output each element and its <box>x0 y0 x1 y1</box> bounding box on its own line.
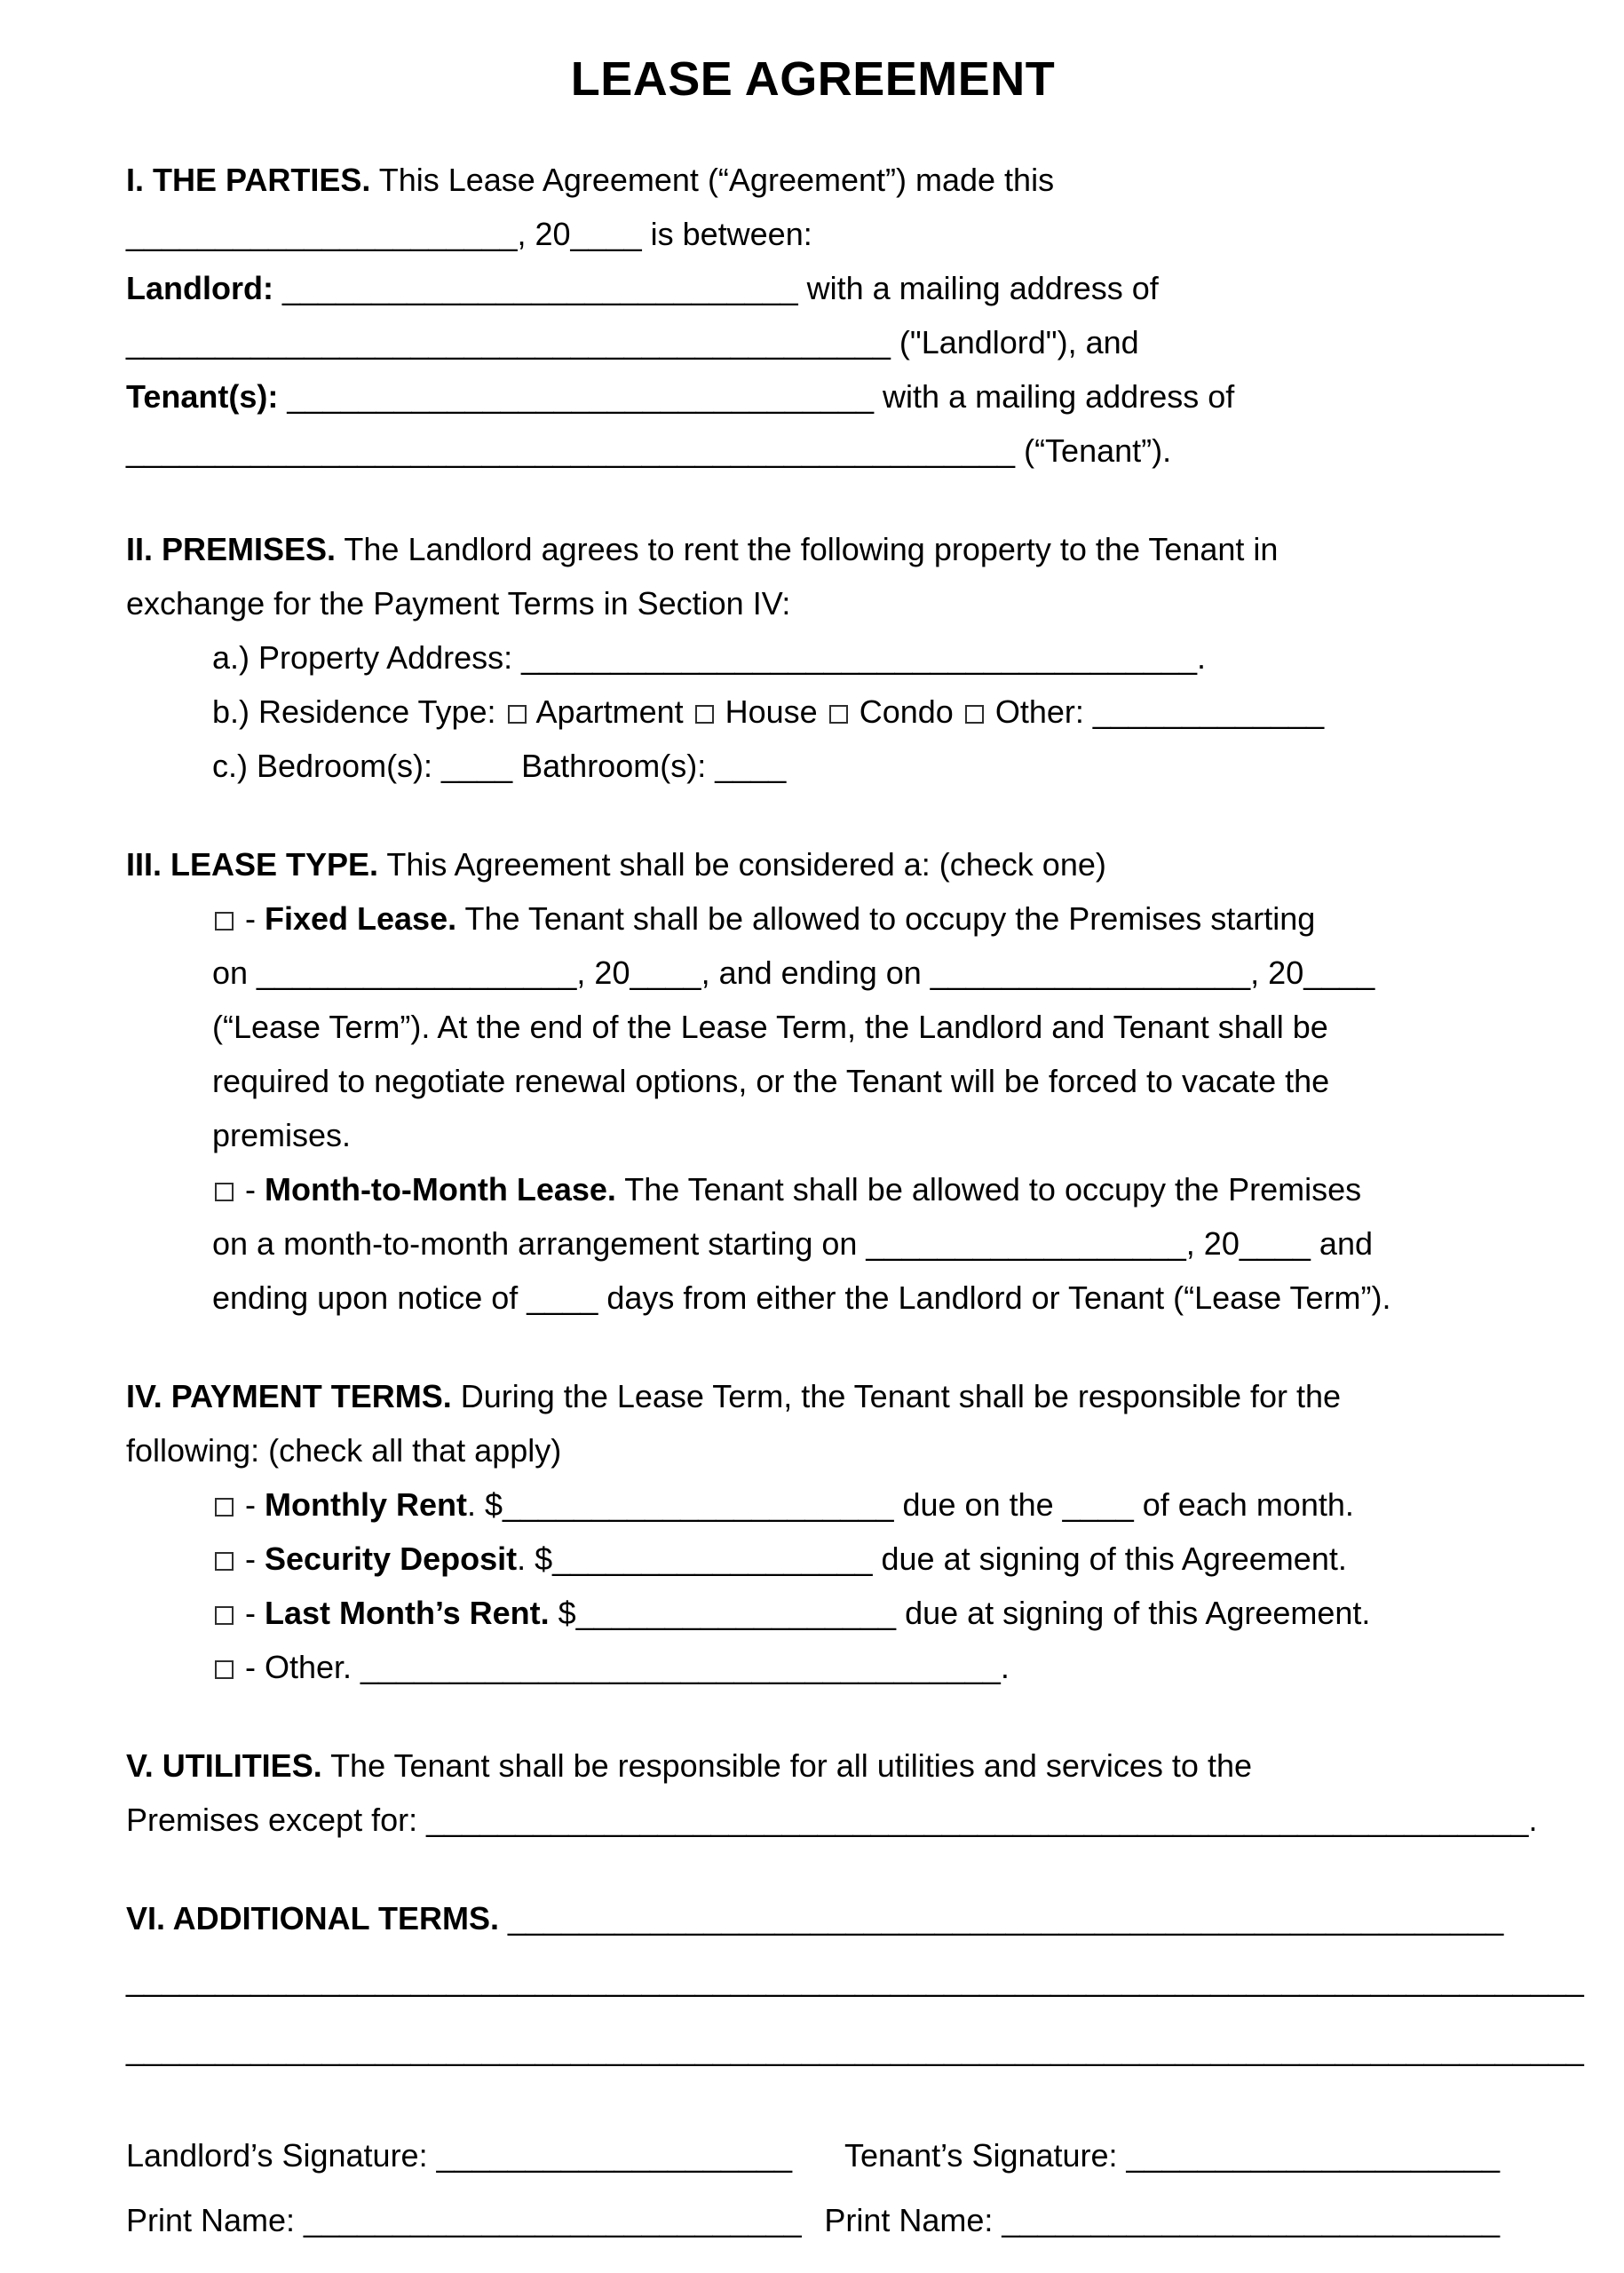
month-to-month-option <box>126 1162 1500 1216</box>
security-deposit-item <box>126 1532 1500 1586</box>
payment-line-1 <box>126 1369 1500 1423</box>
last-months-rent-item <box>126 1586 1500 1640</box>
monthly-rent-fill-line: . $______________________ due on the ____ of each month. <box>466 1486 1354 1523</box>
dash-separator: - <box>236 1171 265 1208</box>
section-additional-terms <box>126 1891 1584 2084</box>
security-deposit-fill-line: . $__________________ due at signing of this Agreement. <box>517 1540 1347 1577</box>
residence-other-fill-line: Other: _____________ <box>986 693 1325 730</box>
text-run: exchange for the Payment Terms in Section IV: <box>126 585 791 622</box>
text-run: following: (check all that apply) <box>126 1432 562 1469</box>
condo-checkbox[interactable] <box>829 705 848 724</box>
text-run: This Agreement shall be considered a: (check one) <box>378 846 1106 883</box>
print-name-row <box>126 2193 1500 2247</box>
section-payment-heading: IV. PAYMENT TERMS. <box>126 1378 452 1414</box>
section-payment-terms <box>126 1369 1500 1694</box>
dash-separator: - <box>236 1486 265 1523</box>
last-months-rent-fill-line: $__________________ due at signing of this Agreement. <box>549 1595 1371 1631</box>
tenant-print-name-line <box>824 2193 1500 2247</box>
payment-other-item <box>126 1640 1500 1694</box>
utilities-line-1 <box>126 1738 1500 1793</box>
text-run: Premises except for: ______________________________________________________________. <box>126 1802 1538 1838</box>
additional-terms-line-3 <box>126 2015 1584 2084</box>
premises-line-2 <box>126 576 1500 630</box>
section-premises-heading: II. PREMISES. <box>126 531 337 567</box>
tenant-label: Tenant(s): <box>126 378 279 415</box>
fixed-lease-line-5 <box>126 1108 1500 1162</box>
parties-line-1 <box>126 153 1500 207</box>
dash-separator: - <box>236 900 265 937</box>
dash-separator: - <box>236 1595 265 1631</box>
month-to-month-dates-fill-line <box>126 1216 1500 1271</box>
lease-agreement-document <box>126 50 1584 2247</box>
fixed-lease-option <box>126 891 1500 946</box>
bedroom-bathroom-fill-line: c.) Bedroom(s): ____ Bathroom(s): ____ <box>212 748 787 784</box>
fixed-lease-line-4 <box>126 1054 1500 1108</box>
monthly-rent-item <box>126 1477 1500 1532</box>
fixed-lease-line-3 <box>126 1000 1500 1054</box>
month-to-month-label: Month-to-Month Lease. <box>265 1171 616 1208</box>
landlord-signature-line <box>126 2128 844 2182</box>
text-run: on a month-to-month arrangement starting on __________________, 20____ and <box>212 1225 1373 1262</box>
payment-other-fill-line: - Other. ____________________________________. <box>236 1649 1010 1685</box>
security-deposit-label: Security Deposit <box>265 1540 518 1577</box>
text-run: The Tenant shall be allowed to occupy the Premises starting <box>456 900 1316 937</box>
property-address-item <box>126 630 1500 685</box>
text-run: The Tenant shall be responsible for all utilities and services to the <box>321 1747 1252 1784</box>
additional-terms-line-1 <box>126 1891 1504 1945</box>
text-run: required to negotiate renewal options, or the Tenant will be forced to vacate the <box>212 1063 1330 1099</box>
text-run: ending upon notice of ____ days from either the Landlord or Tenant (“Lease Term”). <box>212 1279 1391 1316</box>
dash-separator: - <box>236 1540 265 1577</box>
text-run: premises. <box>212 1117 352 1153</box>
tenant-name-fill-line: _________________________________ with a mailing address of <box>278 378 1235 415</box>
last-months-rent-label: Last Month’s Rent. <box>265 1595 550 1631</box>
parties-line-4 <box>126 315 1500 369</box>
utilities-exceptions-fill-line <box>126 1793 1538 1847</box>
additional-terms-fill-line: ________________________________________________________ <box>499 1900 1504 1936</box>
last-months-rent-checkbox[interactable] <box>215 1606 234 1625</box>
signature-section <box>126 2128 1500 2247</box>
text-run: on __________________, 20____, and ending on __________________, 20____ <box>212 954 1375 991</box>
tenant-signature-fill-line: Tenant’s Signature: _____________________ <box>844 2137 1500 2174</box>
month-to-month-line-3 <box>126 1271 1500 1325</box>
parties-line-2 <box>126 207 1500 261</box>
parties-line-5 <box>126 369 1500 424</box>
text-run: This Lease Agreement (“Agreement”) made this <box>370 162 1055 198</box>
residence-type-item <box>126 685 1500 739</box>
section-parties-heading: I. THE PARTIES. <box>126 162 371 198</box>
premises-line-1 <box>126 522 1500 576</box>
monthly-rent-label: Monthly Rent <box>265 1486 467 1523</box>
payment-other-checkbox[interactable] <box>215 1660 234 1679</box>
text-run: (“Lease Term”). At the end of the Lease Term, the Landlord and Tenant shall be <box>212 1009 1328 1045</box>
residence-other-checkbox[interactable] <box>965 705 984 724</box>
landlord-label: Landlord: <box>126 270 273 306</box>
tenant-signature-line <box>844 2128 1500 2182</box>
month-to-month-lease-checkbox[interactable] <box>215 1183 234 1201</box>
house-checkbox[interactable] <box>695 705 714 724</box>
section-lease-type <box>126 837 1500 1325</box>
section-lease-type-heading: III. LEASE TYPE. <box>126 846 379 883</box>
property-address-fill-line: a.) Property Address: ______________________________________. <box>212 639 1206 676</box>
tenant-address-fill-line: __________________________________________________ (“Tenant”). <box>126 432 1172 469</box>
lease-type-line-1 <box>126 837 1500 891</box>
fixed-lease-dates-fill-line <box>126 946 1500 1000</box>
date-fill-line: ______________________, 20____ is between: <box>126 216 812 252</box>
text-run: During the Lease Term, the Tenant shall be responsible for the <box>451 1378 1342 1414</box>
landlord-print-name-line <box>126 2193 824 2247</box>
section-premises <box>126 522 1500 793</box>
fixed-lease-checkbox[interactable] <box>215 912 234 931</box>
additional-terms-line-2 <box>126 1945 1584 2015</box>
bedroom-bathroom-item <box>126 739 1500 793</box>
text-run: The Tenant shall be allowed to occupy the Premises <box>615 1171 1362 1208</box>
text-run: The Landlord agrees to rent the following property to the Tenant in <box>336 531 1279 567</box>
parties-line-3 <box>126 261 1500 315</box>
residence-type-label: b.) Residence Type: <box>212 693 505 730</box>
apartment-checkbox[interactable] <box>508 705 527 724</box>
landlord-name-fill-line: _____________________________ with a mailing address of <box>273 270 1159 306</box>
landlord-signature-fill-line: Landlord’s Signature: ____________________ <box>126 2137 793 2174</box>
payment-line-2 <box>126 1423 1500 1477</box>
tenant-print-name-fill-line: Print Name: ____________________________ <box>824 2202 1500 2238</box>
condo-option-label: Condo <box>850 693 963 730</box>
landlord-address-fill-line: ___________________________________________ ("Landlord"), and <box>126 324 1139 360</box>
section-utilities-heading: V. UTILITIES. <box>126 1747 322 1784</box>
section-additional-heading: VI. ADDITIONAL TERMS. <box>126 1900 500 1936</box>
apartment-option-label: Apartment <box>528 693 693 730</box>
section-utilities <box>126 1738 1538 1847</box>
additional-terms-fill-line: __________________________________________________________________________________ <box>126 2031 1584 2067</box>
additional-terms-fill-line: __________________________________________________________________________________ <box>126 1961 1584 1998</box>
signature-row <box>126 2128 1500 2182</box>
monthly-rent-checkbox[interactable] <box>215 1498 234 1517</box>
house-option-label: House <box>716 693 827 730</box>
fixed-lease-label: Fixed Lease. <box>265 900 457 937</box>
parties-line-6 <box>126 424 1500 478</box>
document-title: LEASE AGREEMENT <box>570 52 1056 106</box>
section-parties <box>126 153 1500 478</box>
landlord-print-name-fill-line: Print Name: ____________________________ <box>126 2202 802 2238</box>
security-deposit-checkbox[interactable] <box>215 1552 234 1571</box>
